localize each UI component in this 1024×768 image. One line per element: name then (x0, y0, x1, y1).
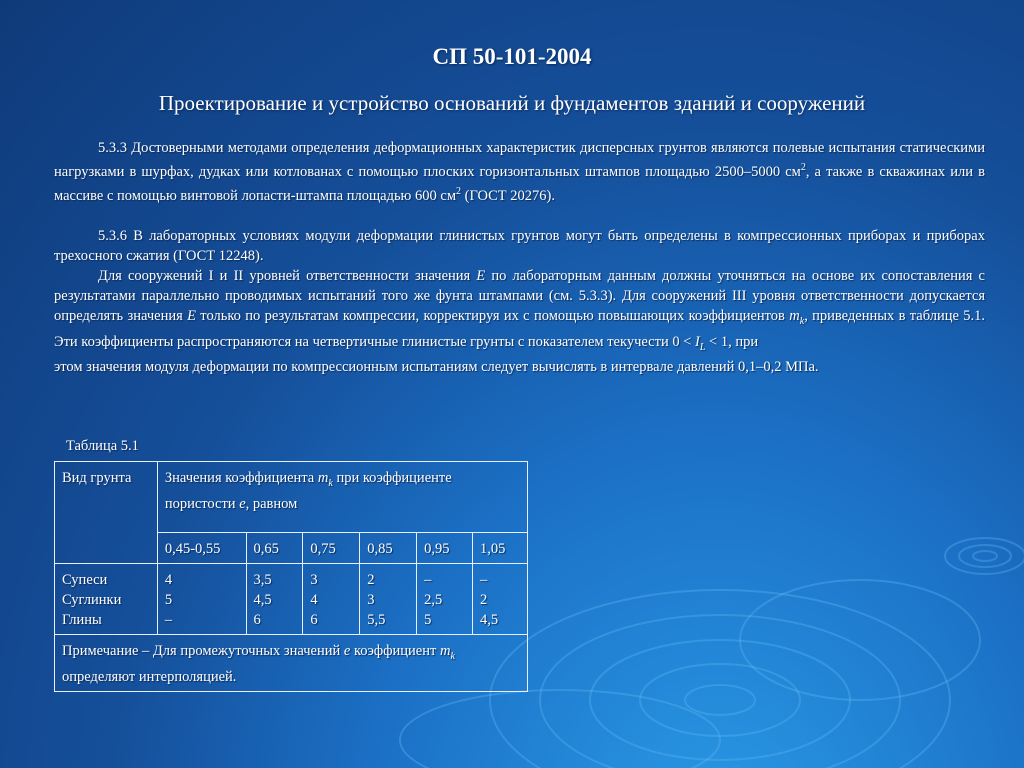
porosity-cell: 0,65 (246, 533, 303, 564)
porosity-cell: 0,75 (303, 533, 360, 564)
header-soil-type: Вид грунта (55, 462, 158, 564)
value-cell: 3,5 4,5 6 (246, 564, 303, 635)
value-cell: – 2,5 5 (417, 564, 473, 635)
value-cell: 2 3 5,5 (360, 564, 417, 635)
header-coefficient: Значения коэффициента $m_k$ при коэффициенте пористости e, равном (157, 462, 527, 533)
value-cell: – 2 4,5 (473, 564, 528, 635)
porosity-cell: 0,85 (360, 533, 417, 564)
value-cell: 4 5 – (157, 564, 246, 635)
paragraph-pressure-range: этом значения модуля деформации по компрессионным испытаниям следует вычислять в интервале давлений 0,1–0,2 МПа. (54, 359, 819, 376)
porosity-cell: 0,95 (417, 533, 473, 564)
table-values-row (55, 564, 528, 635)
coefficient-table (54, 461, 528, 692)
porosity-cell: 1,05 (473, 533, 528, 564)
table-note-row (55, 635, 528, 692)
slide-title: СП 50-101-2004 (432, 44, 592, 69)
porosity-cell: 0,45-0,55 (157, 533, 246, 564)
value-cell: 3 4 6 (303, 564, 360, 635)
paragraph-5-3-3: 5.3.3 Достоверными методами определения деформационных характеристик дисперсных грунтов являются полевые испытания статическими нагрузками в шурфах, дудках или котлованах с помощью плоских горизонтальных штампов площадью 2500–5000 $см^2$, а также в скважинах или в массиве с помощью винтовой лопасти-штампа площадью 600 $см^2$ (ГОСТ 20276). (54, 140, 985, 204)
body-text (54, 138, 985, 377)
slide-subtitle: Проектирование и устройство оснований и фундаментов зданий и сооружений (158, 91, 866, 115)
soil-names-cell: Супеси Суглинки Глины (55, 564, 158, 635)
table-header-row (55, 462, 528, 533)
table-note: Примечание – Для промежуточных значений e коэффициент $m_k$ определяют интерполяцией. (55, 635, 528, 692)
paragraph-responsibility: Для сооружений I и II уровней ответственности значения E по лабораторным данным должны уточняться на основе их сопоставления с результатами параллельно проводимых испытаний того же фунта штампами (см. 5.3.3). Для сооружений III уровня ответственности допускается определять значения E только по результатам компрессии, корректируя их с помощью повышающих коэффициентов $m_k$, приведенных в таблице 5.1. Эти коэффициенты распространяются на четвертичные глинистые грунты с показателем текучести $0 < I_L < 1$, при (54, 267, 986, 353)
table-caption: Таблица 5.1 (66, 438, 139, 454)
paragraph-5-3-6: 5.3.6 В лабораторных условиях модули деформации глинистых грунтов могут быть определены в компрессионных приборах и приборах трехосного сжатия (ГОСТ 12248). (54, 227, 985, 264)
